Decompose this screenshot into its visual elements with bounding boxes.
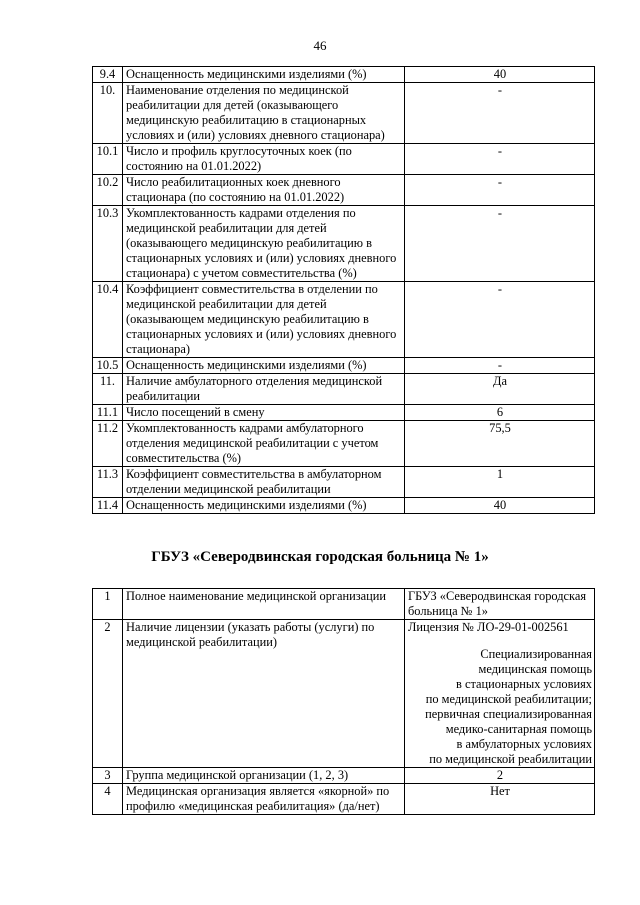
row-number: 11.1 [93,405,123,421]
row-value: - [405,282,595,358]
license-desc-line: Специализированная [480,647,592,661]
row-value: Да [405,374,595,405]
row-value: - [405,206,595,282]
row-label: Число посещений в смену [123,405,405,421]
license-number: Лицензия № ЛО-29-01-002561 [408,620,569,634]
row-label: Коэффициент совместительства в амбулаторном отделении медицинской реабилитации [123,467,405,498]
organization-info-table [92,588,595,815]
row-value: 2 [405,768,595,784]
row-value: - [405,175,595,206]
row-label: Укомплектованность кадрами амбулаторного отделения медицинской реабилитации с учетом совместительства (%) [123,421,405,467]
row-label: Оснащенность медицинскими изделиями (%) [123,358,405,374]
row-value: 75,5 [405,421,595,467]
row-number: 11.4 [93,498,123,514]
table-row [93,282,595,358]
table-row [93,467,595,498]
row-label: Полное наименование медицинской организации [123,589,405,620]
row-label: Оснащенность медицинскими изделиями (%) [123,498,405,514]
row-label: Оснащенность медицинскими изделиями (%) [123,67,405,83]
row-number: 10.5 [93,358,123,374]
license-desc-line: в амбулаторных условиях [456,737,592,751]
row-value: Нет [405,784,595,815]
row-number: 10.4 [93,282,123,358]
table-row [93,358,595,374]
row-number: 1 [93,589,123,620]
row-label: Группа медицинской организации (1, 2, 3) [123,768,405,784]
license-desc-line: по медицинской реабилитации; [425,692,592,706]
license-cell [405,620,595,768]
row-number: 4 [93,784,123,815]
table-row [93,83,595,144]
row-value: - [405,144,595,175]
row-number: 10.1 [93,144,123,175]
row-number: 11.2 [93,421,123,467]
row-value: 40 [405,67,595,83]
row-value: 40 [405,498,595,514]
row-value: 6 [405,405,595,421]
row-number: 10. [93,83,123,144]
table-row [93,768,595,784]
row-number: 9.4 [93,67,123,83]
table-row [93,421,595,467]
license-desc-line: по медицинской реабилитации [429,752,592,766]
row-value: 1 [405,467,595,498]
license-desc-line: в стационарных условиях [456,677,592,691]
row-value: ГБУЗ «Северодвинская городская больница № 1» [405,589,595,620]
license-desc-line: медико-санитарная помощь [445,722,592,736]
row-number: 3 [93,768,123,784]
page-number: 46 [313,38,327,53]
row-number: 10.3 [93,206,123,282]
table-row [93,206,595,282]
rehab-indicators-table [92,66,595,514]
row-label: Медицинская организация является «якорной» по профилю «медицинская реабилитация» (да/нет) [123,784,405,815]
row-label: Наличие лицензии (указать работы (услуги) по медицинской реабилитации) [123,620,405,768]
row-value: - [405,358,595,374]
row-number: 11.3 [93,467,123,498]
row-label: Коэффициент совместительства в отделении по медицинской реабилитации для детей (оказывающем медицинскую реабилитацию в стационарных условиях и (или) условиях дневного стационара) [123,282,405,358]
section-heading: ГБУЗ «Северодвинская городская больница № 1» [151,549,489,565]
license-desc-line: первичная специализированная [425,707,592,721]
row-number: 11. [93,374,123,405]
table-row [93,784,595,815]
row-number: 2 [93,620,123,768]
license-description [408,647,592,767]
row-number: 10.2 [93,175,123,206]
row-label: Число реабилитационных коек дневного стационара (по состоянию на 01.01.2022) [123,175,405,206]
license-desc-line: медицинская помощь [478,662,592,676]
row-label: Наличие амбулаторного отделения медицинской реабилитации [123,374,405,405]
table-row [93,175,595,206]
table-row [93,405,595,421]
table-row [93,620,595,768]
table-row [93,144,595,175]
table-row [93,67,595,83]
row-value: - [405,83,595,144]
row-label: Наименование отделения по медицинской реабилитации для детей (оказывающего медицинскую реабилитацию в стационарных условиях и (или) условиях дневного стационара) [123,83,405,144]
table-row [93,589,595,620]
table-row [93,374,595,405]
row-label: Укомплектованность кадрами отделения по медицинской реабилитации для детей (оказывающего медицинскую реабилитацию в стационарных условиях и (или) условиях дневного стационара) с учетом совместительства (%) [123,206,405,282]
row-label: Число и профиль круглосуточных коек (по состоянию на 01.01.2022) [123,144,405,175]
table-row [93,498,595,514]
